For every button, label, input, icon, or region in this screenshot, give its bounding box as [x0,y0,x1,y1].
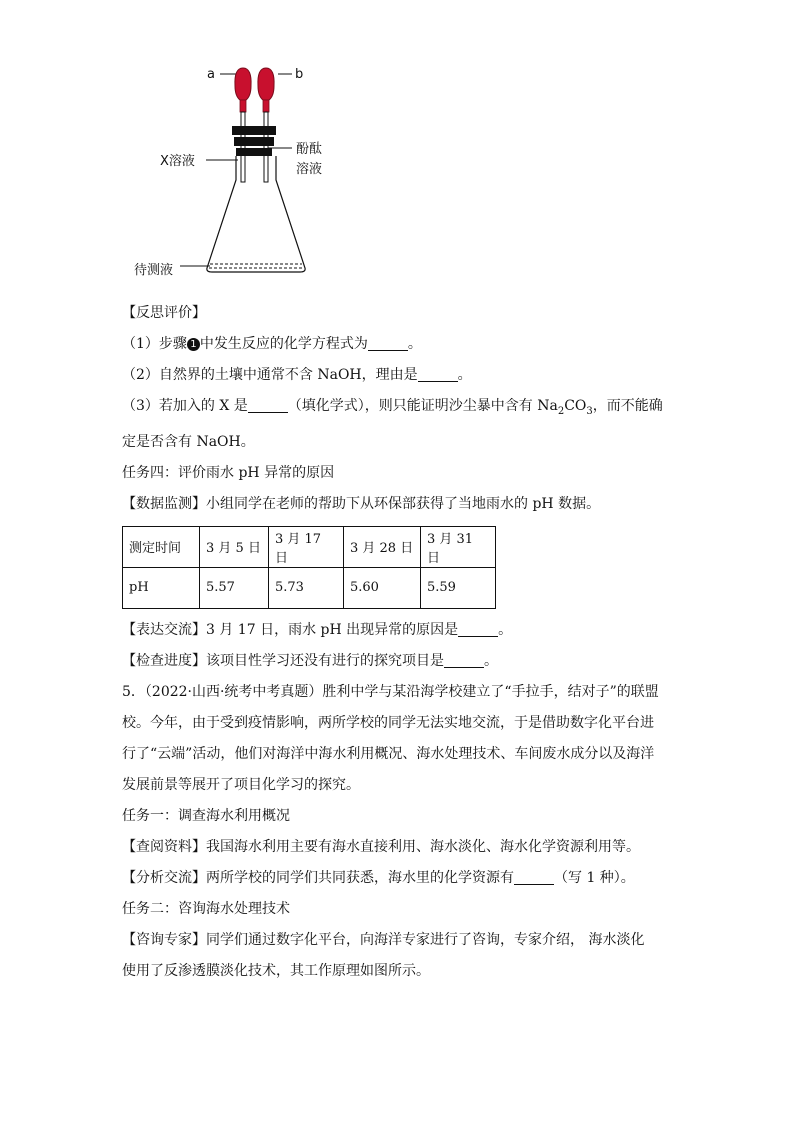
analysis-post: （写 1 种）。 [554,869,635,886]
q5-line-3: 行了“云端”活动，他们对海洋中海水利用概况、海水处理技术、车间废水成分以及海洋 [122,745,655,762]
analysis-exchange [122,863,682,894]
table-cell: 3 月 5 日 [200,526,269,567]
table-row [123,526,496,567]
label-phenolphthalein-1: 酚酞 [296,142,323,157]
answer-blank[interactable] [368,336,408,351]
expert-line-1: 【咨询专家】同学们通过数字化平台，向海洋专家进行了咨询，专家介绍， 海水淡化 [122,931,645,948]
task1-title: 任务一：调查海水利用概况 [122,807,290,824]
reflect-heading: 【反思评价】 [122,305,206,321]
q2-text: （2）自然界的土壤中通常不含 NaOH，理由是 [122,367,418,383]
q5-line-2: 校。今年，由于受到疫情影响，两所学校的同学无法实地交流，于是借助数字化平台进 [122,714,654,731]
body-text [122,298,682,987]
task4-title: 任务四：评价雨水 pH 异常的原因 [122,464,335,481]
reflect-q1 [122,329,682,360]
subscript-2: 2 [557,405,565,417]
check-text: 【检查进度】该项目性学习还没有进行的探究项目是 [122,652,444,669]
q1-text: 中发生反应的化学方程式为 [199,336,368,352]
expert-line-2: 使用了反渗透膜淡化技术，其工作原理如图所示。 [122,962,430,979]
q3-post: ，而不能确 [592,398,663,414]
q5-line-4: 发展前景等展开了项目化学习的探究。 [122,776,360,793]
flask-outline [207,156,305,272]
label-b: b [295,67,304,82]
express-exchange [122,615,682,646]
table-cell: 3 月 17 日 [269,526,344,567]
answer-blank[interactable] [458,622,498,637]
table-cell: 5.57 [200,567,269,608]
rubber-stopper [232,126,276,156]
check-progress [122,646,682,677]
table-cell: 5.73 [269,567,344,608]
answer-blank[interactable] [418,367,458,382]
subscript-3: 3 [586,405,593,417]
q1-end: 。 [407,336,422,352]
reflect-q3 [122,391,682,427]
label-test-liquid: 待测液 [134,263,174,278]
consult-materials: 【查阅资料】我国海水利用主要有海水直接利用、海水淡化、海水化学资源利用等。 [122,838,640,855]
table-row [123,567,496,608]
ph-data-table [122,526,496,609]
task2-title: 任务二：咨询海水处理技术 [122,900,290,917]
reflect-q3-line2: 定是否含有 NaOH。 [122,433,255,450]
answer-blank[interactable] [514,870,554,885]
label-a: a [207,67,215,82]
label-x-solution: X溶液 [160,154,195,169]
answer-blank[interactable] [248,398,288,413]
table-cell: pH [123,567,200,608]
dropper-a [235,68,251,182]
analysis-text: 【分析交流】两所学校的同学们共同获悉，海水里的化学资源有 [122,869,514,886]
express-end: 。 [498,621,513,638]
data-monitor: 【数据监测】小组同学在老师的帮助下从环保部获得了当地雨水的 pH 数据。 [122,495,601,512]
erlenmeyer-flask-diagram [130,58,370,284]
q5-line-1: 5．（2022·山西·统考中考真题）胜利中学与某沿海学校建立了“手拉手，结对子”的联盟 [122,683,659,700]
answer-blank[interactable] [444,653,484,668]
table-cell: 3 月 31 日 [421,526,496,567]
label-phenolphthalein-2: 溶液 [296,162,323,177]
check-end: 。 [484,652,498,669]
table-cell: 测定时间 [123,526,200,567]
dropper-b [258,68,274,182]
table-cell: 3 月 28 日 [344,526,421,567]
test-liquid [209,264,303,268]
formula-co: CO [564,398,587,414]
q1-prefix: （1）步骤 [122,336,187,352]
q3-prefix: （3）若加入的 X 是 [122,398,248,414]
express-text: 【表达交流】3 月 17 日，雨水 pH 出现异常的原因是 [122,621,459,638]
step-number-badge: 1 [187,338,200,351]
table-cell: 5.60 [344,567,421,608]
q2-end: 。 [457,367,472,383]
q3-text: （填化学式），则只能证明沙尘暴中含有 Na [287,398,558,414]
table-cell: 5.59 [421,567,496,608]
reflect-q2 [122,360,682,391]
